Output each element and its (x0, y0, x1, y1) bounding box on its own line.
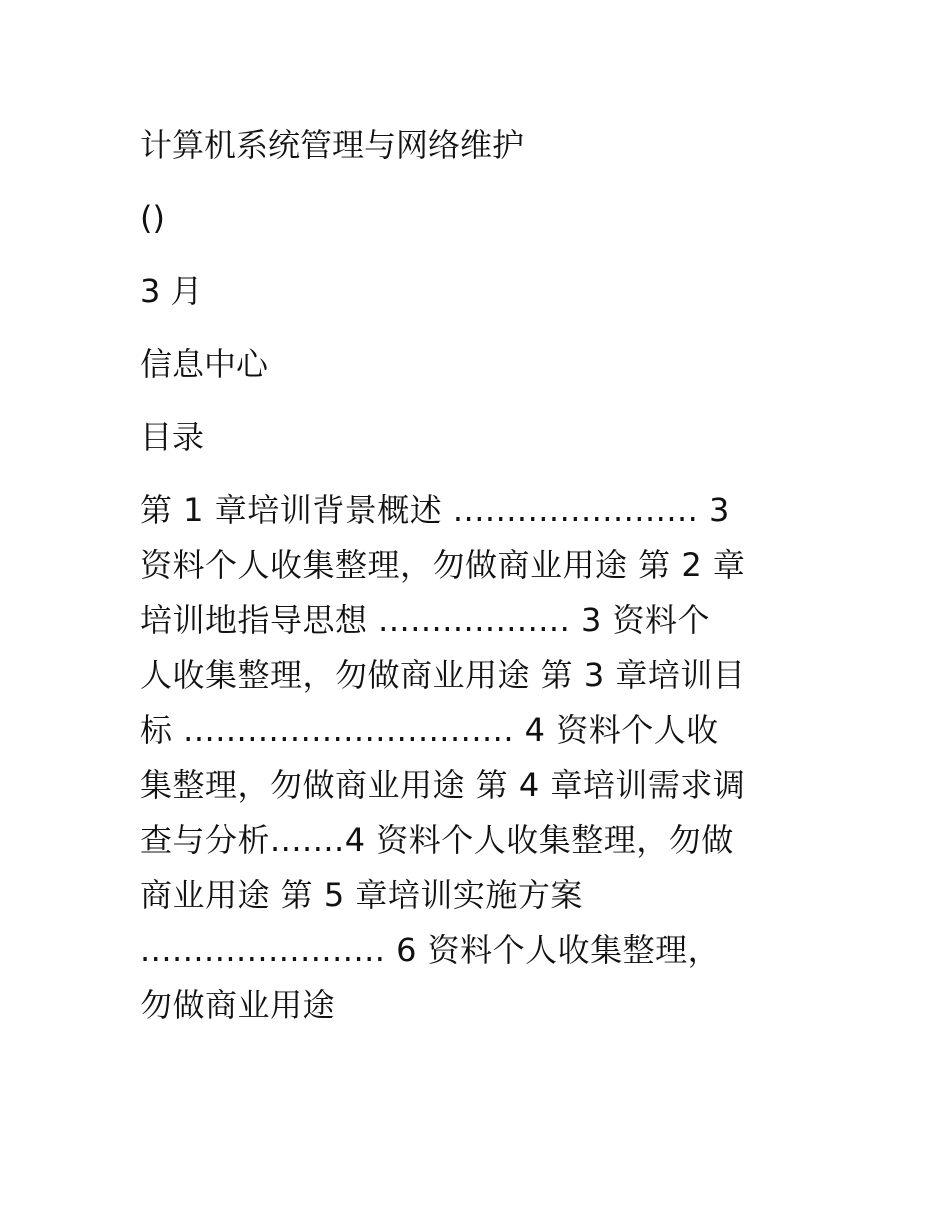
toc-line: 人收集整理，勿做商业用途 第 3 章培训目 (140, 656, 746, 694)
toc-line: 培训地指导思想 .................. 3 资料个 (140, 601, 710, 639)
toc-line: 勿做商业用途 (140, 986, 336, 1024)
title-parentheses: () (140, 199, 165, 237)
toc-line: 第 1 章培训背景概述 ....................... 3 (140, 491, 730, 529)
department-name: 信息中心 (140, 345, 269, 383)
document-date: 3 月 (140, 272, 203, 310)
toc-line: 资料个人收集整理，勿做商业用途 第 2 章 (140, 546, 746, 584)
toc-heading: 目录 (140, 418, 205, 456)
toc-line: ....................... 6 资料个人收集整理， (140, 931, 721, 969)
toc-line: 标 ............................... 4 资料个人收 (140, 711, 719, 749)
document-title: 计算机系统管理与网络维护 (140, 126, 525, 164)
toc-line: 查与分析.......4 资料个人收集整理，勿做 (140, 821, 734, 859)
toc-line: 集整理，勿做商业用途 第 4 章培训需求调 (140, 766, 746, 804)
toc-line: 商业用途 第 5 章培训实施方案 (140, 876, 583, 914)
